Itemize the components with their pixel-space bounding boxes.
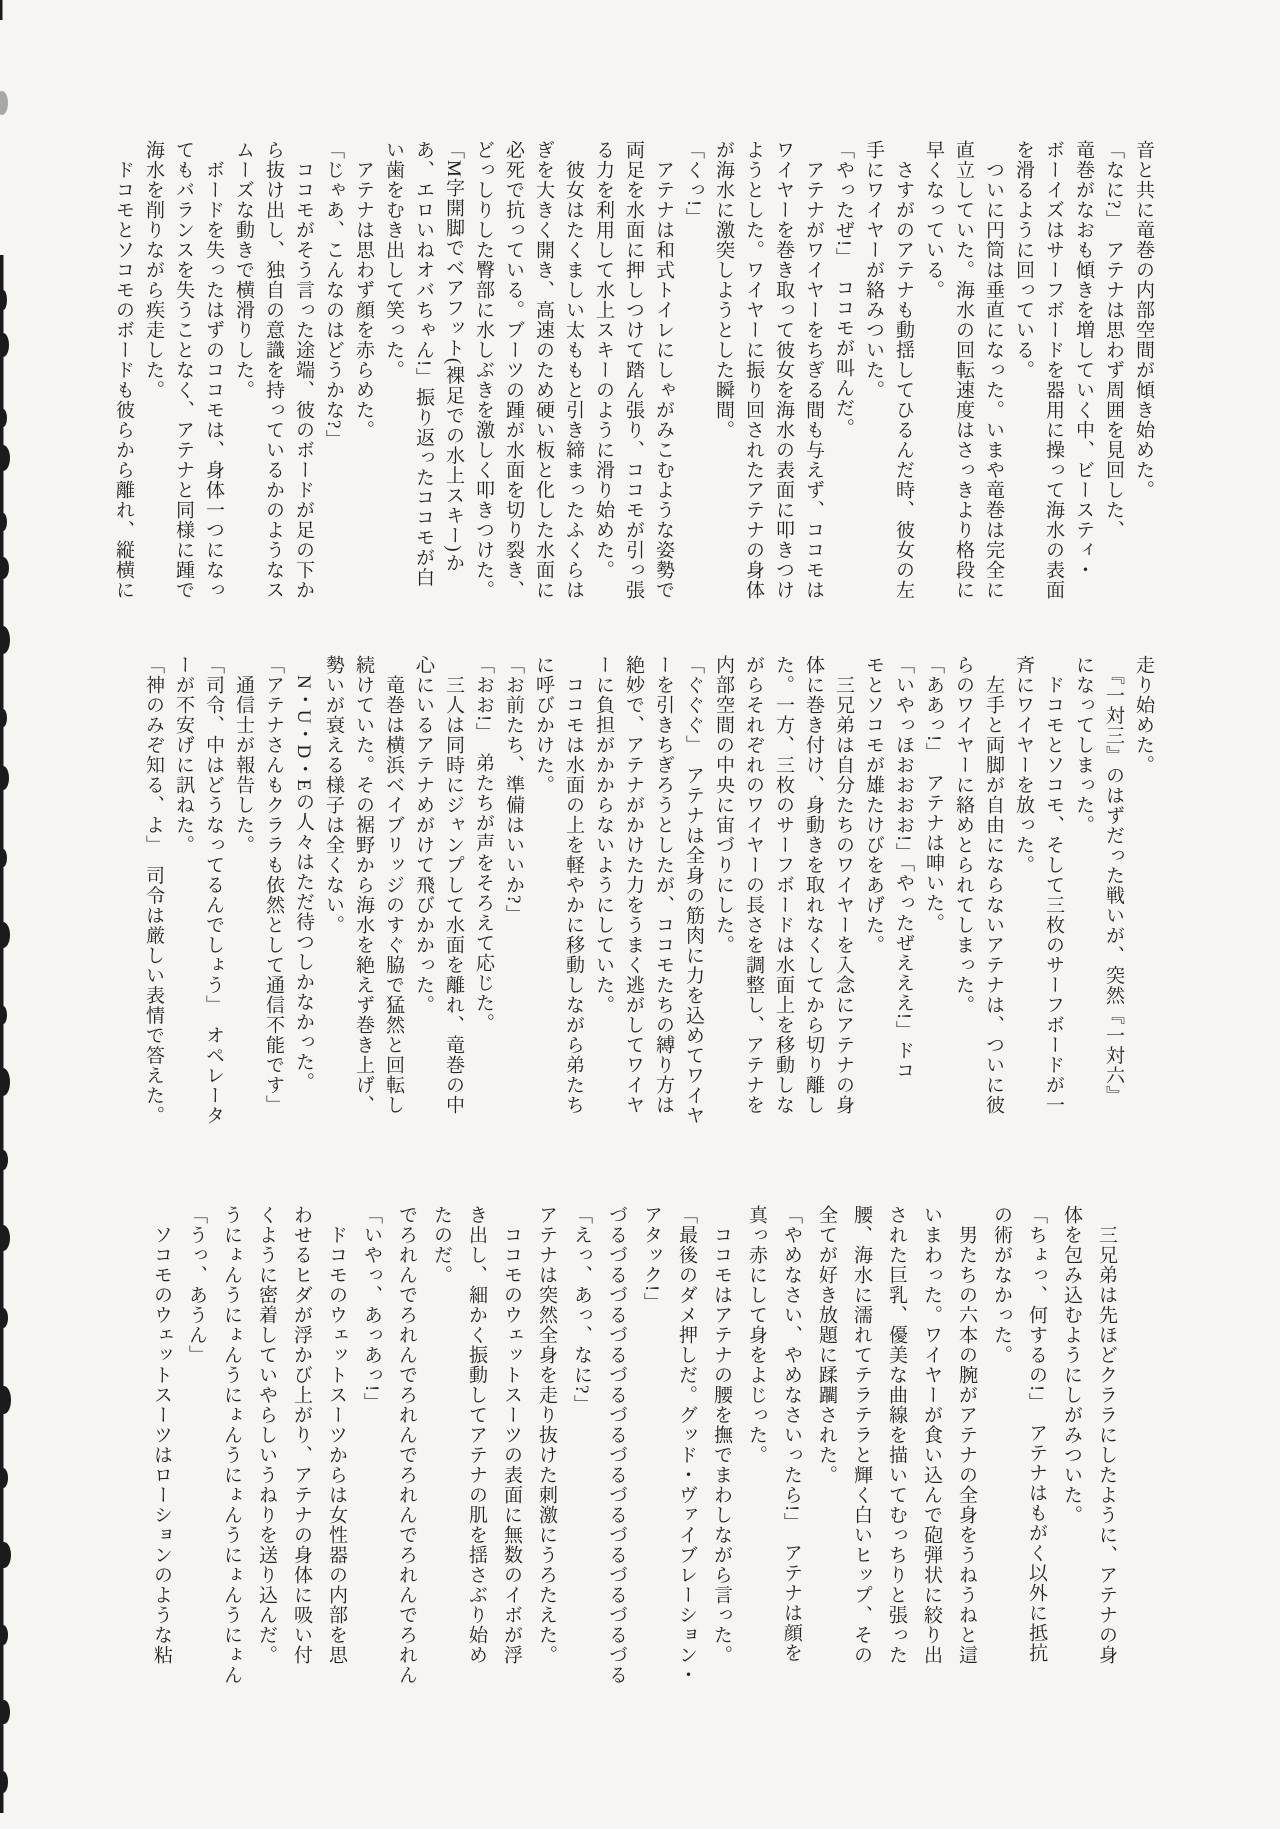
text-column: ついに円筒は垂直になった。いまや竜巻は完全に bbox=[983, 140, 1004, 600]
text-column: 音と共に竜巻の内部空間が傾き始めた。 bbox=[1133, 140, 1154, 500]
text-column: 「なに?」 アテナは思わず周囲を見回した、 bbox=[1103, 140, 1124, 540]
text-column: 「アテナさんもクララも依然として通信不能です」 bbox=[263, 655, 284, 1115]
text-column: された巨乳、優美な曲線を描いてむっちりと張った bbox=[886, 1205, 907, 1665]
text-column: 「最後のダメ押しだ。グッド・ヴァイブレーション・ bbox=[676, 1205, 697, 1685]
text-column: き出し、細かく振動してアテナの肌を揺さぶり始め bbox=[466, 1205, 487, 1665]
text-column: 内部空間の中央に宙づりにした。 bbox=[713, 655, 734, 955]
text-column: 「M字開脚でベアフット(裸足での水上スキー)か bbox=[443, 140, 464, 573]
text-column: 「司令、中はどうなってるんでしょう」 オペレータ bbox=[203, 655, 224, 1126]
text-column: になってしまった。 bbox=[1073, 655, 1094, 835]
text-column: 通信士が報告した。 bbox=[233, 655, 254, 855]
text-block-top bbox=[108, 140, 1158, 610]
text-column: 「やったぜ!」 ココモが叫んだ。 bbox=[833, 140, 854, 438]
text-column: ドコモとソコモ、そして三枚のサーフボードが一 bbox=[1043, 655, 1064, 1115]
text-column: 『一対三』のはずだった戦いが、突然『一対六』 bbox=[1103, 655, 1124, 1106]
text-column: ココモのウェットスーツの表面に無数のイボが浮 bbox=[501, 1205, 522, 1665]
text-column: 手にワイヤーが絡みついた。 bbox=[863, 140, 884, 400]
text-column: 海水を削りながら疾走した。 bbox=[143, 140, 164, 400]
text-column: わせるヒダが浮かび上がり、アテナの身体に吸い付 bbox=[291, 1205, 312, 1665]
text-column: がらそれぞれのワイヤーの長さを調整し、アテナを bbox=[743, 655, 764, 1115]
text-column: た。一方、三枚のサーフボードは水面上を移動しな bbox=[773, 655, 794, 1115]
text-column: を滑るように回っている。 bbox=[1013, 140, 1034, 380]
text-column: ワイヤーを巻き取って彼女を海水の表面に叩きつけ bbox=[773, 140, 794, 600]
text-column: ココモは水面の上を軽やかに移動しながら弟たち bbox=[563, 655, 584, 1115]
text-column: ようとした。ワイヤーに振り回されたアテナの身体 bbox=[743, 140, 764, 600]
text-column: い歯をむき出して笑った。 bbox=[383, 140, 404, 380]
text-column: 心にいるアテナめがけて飛びかかった。 bbox=[413, 655, 434, 1015]
text-column: 「いやっ、あっあっ!」 bbox=[361, 1205, 382, 1413]
text-column: アテナがワイヤーをちぎる間も与えず、ココモは bbox=[803, 140, 824, 600]
text-column: 三兄弟は先ほどクララにしたように、アテナの身 bbox=[1096, 1205, 1117, 1665]
text-column: 「ああっ!」 アテナは呻いた。 bbox=[923, 655, 944, 933]
text-column: 全てが好き放題に蹂躙された。 bbox=[816, 1205, 837, 1485]
text-column: 斉にワイヤーを放った。 bbox=[1013, 655, 1034, 875]
text-column: ココモがそう言った途端、彼のボードが足の下か bbox=[293, 140, 314, 600]
text-column: 男たちの六本の腕がアテナの全身をうねうねと這 bbox=[956, 1205, 977, 1665]
text-column: いまわった。ワイヤーが食い込んで砲弾状に絞り出 bbox=[921, 1205, 942, 1665]
text-column: 腰、海水に濡れてテラテラと輝く白いヒップ、その bbox=[851, 1205, 872, 1665]
text-column: 竜巻は横浜ベイブリッジのすぐ脇で猛然と回転し bbox=[383, 655, 404, 1115]
text-column: さすがのアテナも動揺してひるんだ時、彼女の左 bbox=[893, 140, 914, 600]
text-column: モとソコモが雄たけびをあげた。 bbox=[863, 655, 884, 955]
text-column: あ、エロいねオバちゃん!」振り返ったココモが白 bbox=[413, 140, 434, 588]
text-column: の術がなかった。 bbox=[991, 1205, 1012, 1365]
text-column: くように密着していやらしいうねりを送り込んだ。 bbox=[256, 1205, 277, 1665]
text-column: 「くっ!」 bbox=[683, 140, 704, 228]
text-column: ーを引きちぎろうとしたが、ココモたちの縛り方は bbox=[653, 655, 674, 1115]
text-column: ーが不安げに訊ねた。 bbox=[173, 655, 194, 855]
text-column: 三人は同時にジャンプして水面を離れ、竜巻の中 bbox=[443, 655, 464, 1115]
text-column: てもバランスを失うことなく、アテナと同様に踵で bbox=[173, 140, 194, 600]
text-column: に呼びかけた。 bbox=[533, 655, 554, 795]
text-column: 体に巻き付け、身動きを取れなくしてから切り離し bbox=[803, 655, 824, 1115]
text-column: 早くなっている。 bbox=[923, 140, 944, 300]
text-column: 「やめなさい、やめなさいったら!」 アテナは顔を bbox=[781, 1205, 802, 1663]
text-column: 走り始めた。 bbox=[1133, 655, 1154, 775]
text-column: 直立していた。海水の回転速度はさっきより格段に bbox=[953, 140, 974, 600]
text-column: ボードを失ったはずのココモは、身体一つになっ bbox=[203, 140, 224, 600]
text-column: N・U・D・Eの人々はただ待つしかなかった。 bbox=[293, 655, 314, 1092]
text-column: でろれんでろれんでろれんでろれんでろれんでろれん bbox=[396, 1205, 417, 1685]
text-column: ドコモとソコモのボードも彼らから離れ、縦横に bbox=[113, 140, 134, 600]
text-column: 続けていた。その裾野から海水を絶えず巻き上げ、 bbox=[353, 655, 374, 1115]
text-column: ドコモのウェットスーツからは女性器の内部を思 bbox=[326, 1205, 347, 1665]
scan-edge-artifact bbox=[0, 0, 20, 1829]
text-column: 三兄弟は自分たちのワイヤーを入念にアテナの身 bbox=[833, 655, 854, 1115]
text-column: 絶妙で、アテナがかけた力をうまく逃がしてワイヤ bbox=[623, 655, 644, 1115]
text-column: が海水に激突しようとした瞬間。 bbox=[713, 140, 734, 440]
text-column: ソコモのウェットスーツはローションのような粘 bbox=[151, 1205, 172, 1665]
text-column: 勢いが衰える様子は全くない。 bbox=[323, 655, 344, 935]
text-column: 竜巻がなおも傾きを増していく中、ビースティ・ bbox=[1073, 140, 1094, 580]
text-column: る力を利用して水上スキーのように滑り始めた。 bbox=[593, 140, 614, 580]
text-column: 「ちょっ、何するの!」 アテナはもがく以外に抵抗 bbox=[1026, 1205, 1047, 1663]
text-column: ーに負担がかからないようにしていた。 bbox=[593, 655, 614, 1015]
text-column: 真っ赤にして身をよじった。 bbox=[746, 1205, 767, 1465]
text-column: 「うっ、あうん」 bbox=[186, 1205, 207, 1365]
text-column: 左手と両脚が自由にならないアテナは、ついに彼 bbox=[983, 655, 1004, 1115]
text-column: アタック!」 bbox=[641, 1205, 662, 1313]
text-block-middle bbox=[138, 655, 1158, 1145]
text-column: アテナは和式トイレにしゃがみこむような姿勢で bbox=[653, 140, 674, 600]
text-column: 「お前たち、準備はいいか?」 bbox=[503, 655, 524, 925]
text-block-bottom bbox=[144, 1205, 1124, 1695]
text-column: ぎを大きく開き、高速のため硬い板と化した水面に bbox=[533, 140, 554, 600]
text-column: アテナは突然全身を走り抜けた刺激にうろたえた。 bbox=[536, 1205, 557, 1665]
text-column: どっしりした臀部に水しぶきを激しく叩きつけた。 bbox=[473, 140, 494, 600]
text-column: ボーイズはサーフボードを器用に操って海水の表面 bbox=[1043, 140, 1064, 600]
text-column: 「神のみぞ知る、よ」 司令は厳しい表情で答えた。 bbox=[143, 655, 164, 1126]
text-column: 体を包み込むようにしがみついた。 bbox=[1061, 1205, 1082, 1525]
text-column: 「ぐぐぐ」 アテナは全身の筋肉に力を込めてワイヤ bbox=[683, 655, 704, 1126]
text-column: 彼女はたくましい太ももと引き締まったふくらは bbox=[563, 140, 584, 600]
text-column: 「いやっほおおおお!」「やったぜえええ!」ドコ bbox=[893, 655, 914, 1081]
text-column: ココモはアテナの腰を撫でまわしながら言った。 bbox=[711, 1205, 732, 1665]
text-column: たのだ。 bbox=[431, 1205, 452, 1285]
text-column: アテナは思わず顔を赤らめた。 bbox=[353, 140, 374, 440]
text-column: 「えっ、あっ、なに?」 bbox=[571, 1205, 592, 1415]
text-column: ムーズな動きで横滑りした。 bbox=[233, 140, 254, 400]
text-column: 「おお!」 弟たちが声をそろえて応じた。 bbox=[473, 655, 494, 1033]
text-column: 必死で抗っている。ブーツの踵が水面を切り裂き、 bbox=[503, 140, 524, 600]
text-column: づるづるづるづるづるづるづるづるづるづるづるづる bbox=[606, 1205, 627, 1685]
text-column: らのワイヤーに絡めとられてしまった。 bbox=[953, 655, 974, 1015]
text-column: うにょんうにょんうにょんうにょんうにょんうにょん bbox=[221, 1205, 242, 1685]
text-column: ら抜け出し、独自の意識を持っているかのようなス bbox=[263, 140, 284, 600]
text-column: 両足を水面に押しつけて踏ん張り、ココモが引っ張 bbox=[623, 140, 644, 600]
text-column: 「じゃあ、こんなのはどうかな?」 bbox=[323, 140, 344, 450]
